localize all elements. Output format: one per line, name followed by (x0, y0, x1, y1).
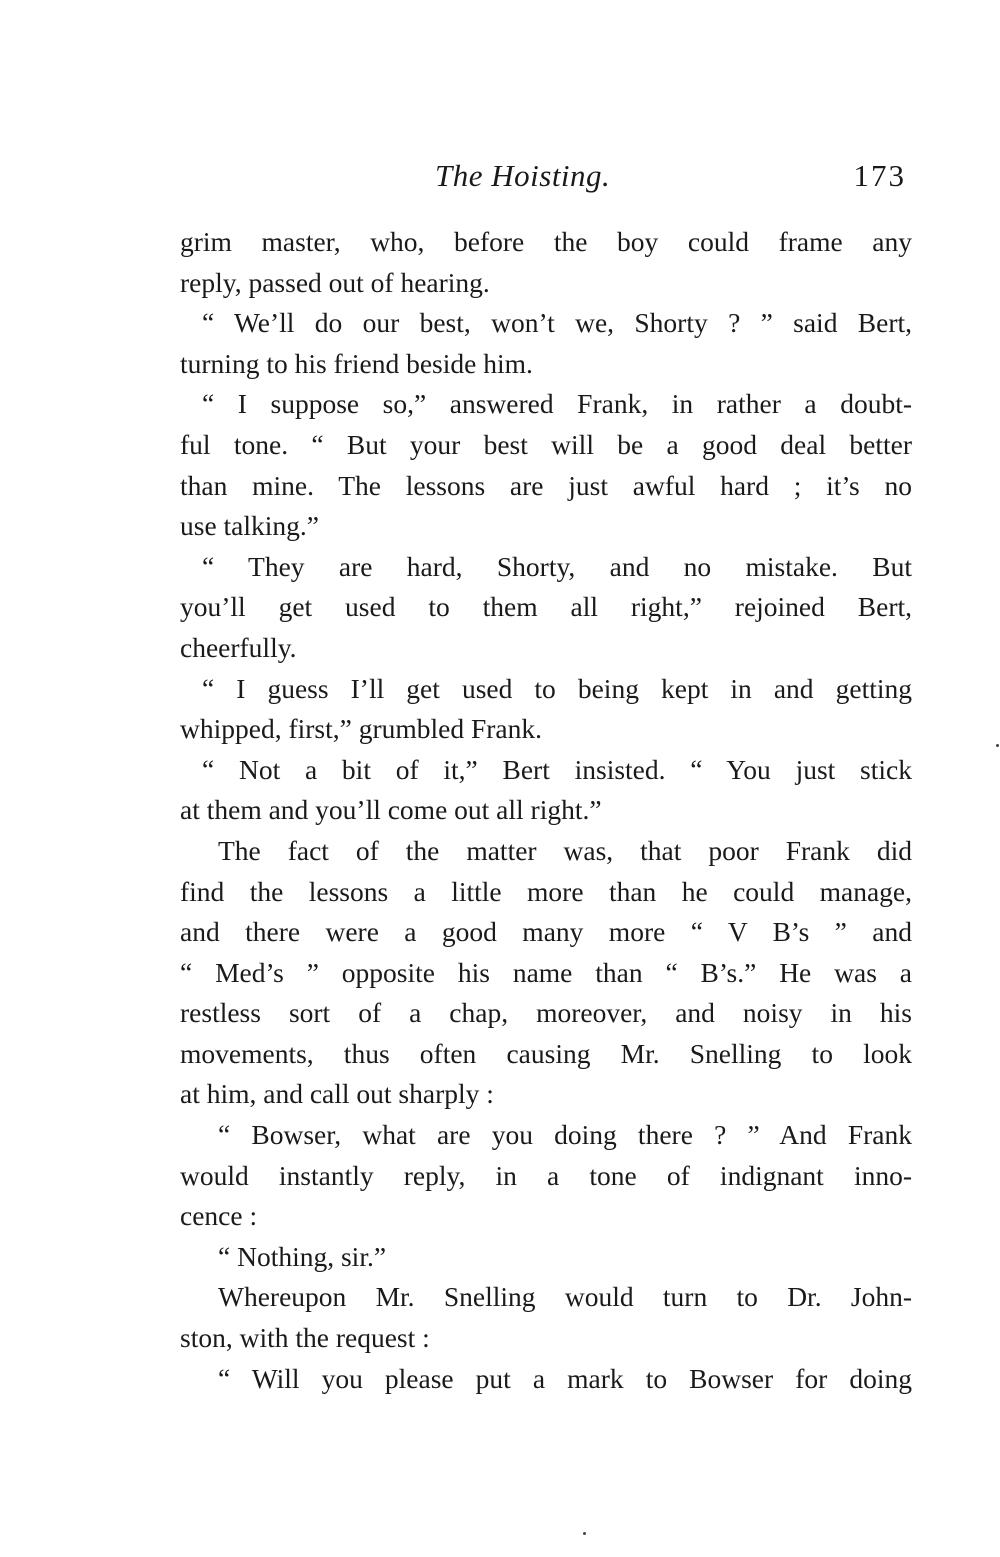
text-line: ston, with the request : (180, 1322, 430, 1354)
text-line: “ I guess I’ll get used to being kept in and getting (202, 672, 912, 704)
text-line: turning to his friend beside him. (180, 347, 533, 379)
text-line: than mine. The lessons are just awful hard ; it’s no (180, 469, 912, 501)
page-number: 173 (853, 158, 906, 193)
text-line: “ Not a bit of it,” Bert insisted. “ You just stick (202, 753, 912, 785)
text-line: would instantly reply, in a tone of indignant inno- (180, 1159, 912, 1191)
text-line: at them and you’ll come out all right.” (180, 794, 602, 826)
ink-speck (996, 744, 999, 747)
text-line: use talking.” (180, 510, 319, 542)
text-line: at him, and call out sharply : (180, 1078, 494, 1110)
text-line: “ We’ll do our best, won’t we, Shorty ? ” said Bert, (202, 307, 912, 339)
text-line: reply, passed out of hearing. (180, 266, 490, 298)
text-line: ful tone. “ But your best will be a good deal better (180, 428, 912, 460)
text-line: grim master, who, before the boy could frame any (180, 226, 912, 257)
body-text (180, 222, 912, 1399)
running-header (180, 158, 910, 198)
text-line: “ Will you please put a mark to Bowser for doing (218, 1362, 912, 1394)
text-line: “ Nothing, sir.” (218, 1240, 387, 1272)
text-line: “ Bowser, what are you doing there ? ” And Frank (218, 1119, 912, 1151)
text-line: and there were a good many more “ V B’s ” and (180, 916, 912, 948)
text-line: “ Med’s ” opposite his name than “ B’s.” He was a (180, 956, 912, 988)
text-line: “ I suppose so,” answered Frank, in rather a doubt- (202, 388, 912, 420)
chapter-title: The Hoisting. (435, 158, 611, 193)
text-line: movements, thus often causing Mr. Snelling to look (180, 1037, 912, 1069)
text-line: you’ll get used to them all right,” rejoined Bert, (180, 591, 912, 623)
ink-speck (583, 1532, 586, 1535)
text-line: “ They are hard, Shorty, and no mistake. But (202, 550, 912, 582)
text-line: Whereupon Mr. Snelling would turn to Dr. John- (218, 1281, 912, 1313)
text-line: whipped, first,” grumbled Frank. (180, 713, 543, 745)
text-line: find the lessons a little more than he could manage, (180, 875, 912, 907)
text-line: The fact of the matter was, that poor Frank did (218, 834, 912, 866)
text-line: restless sort of a chap, moreover, and noisy in his (180, 997, 912, 1029)
text-line: cheerfully. (180, 631, 297, 663)
text-line: cence : (180, 1200, 258, 1232)
